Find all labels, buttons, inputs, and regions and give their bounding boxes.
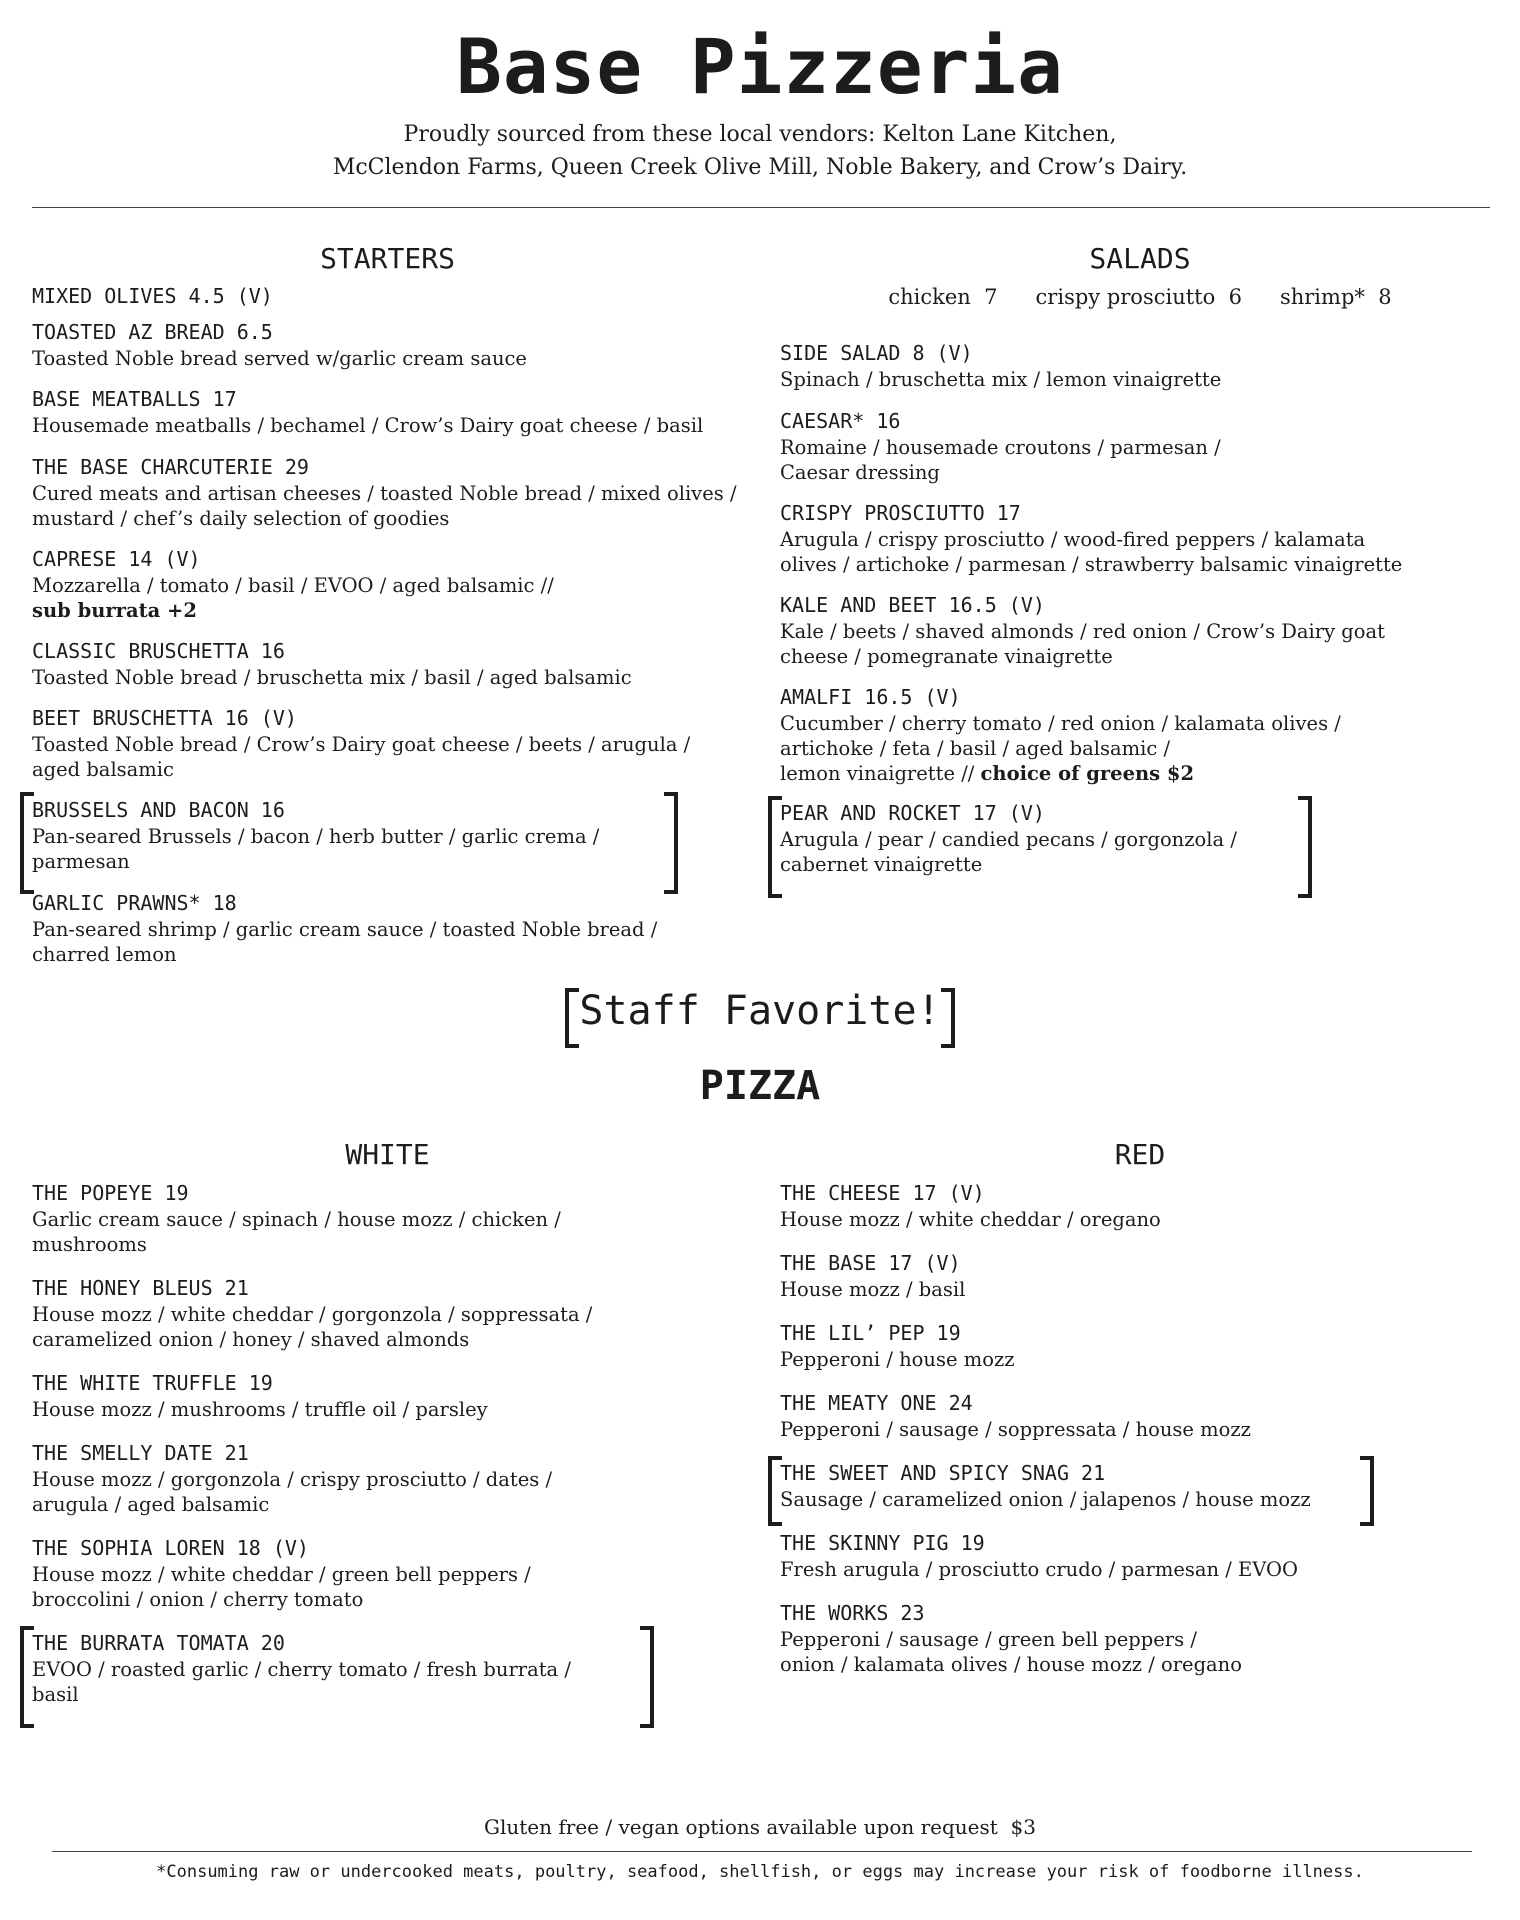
- item-name: TOASTED AZ BREAD 6.5: [32, 320, 273, 344]
- staff-favorite-wrap: [565, 988, 954, 1034]
- footer-divider: [52, 1851, 1472, 1852]
- item-name: THE BASE 17 (V): [780, 1251, 961, 1275]
- item-description-with-upgrade: [780, 761, 1500, 786]
- menu-item: [32, 705, 752, 782]
- item-description: House mozz / white cheddar / green bell peppers /: [32, 1563, 531, 1586]
- item-name: THE CHEESE 17 (V): [780, 1181, 985, 1205]
- menu-item: [32, 638, 752, 690]
- starters-heading: STARTERS: [320, 242, 455, 275]
- item-name: CLASSIC BRUSCHETTA 16: [32, 639, 285, 663]
- item-description: lemon vinaigrette //: [780, 762, 975, 785]
- item-description: onion / kalamata olives / house mozz / oregano: [780, 1653, 1242, 1676]
- menu-item: [32, 386, 752, 438]
- right-bracket: [941, 988, 955, 1048]
- item-name: CRISPY PROSCIUTTO 17: [780, 501, 1021, 525]
- item-description: caramelized onion / honey / shaved almonds: [32, 1328, 470, 1351]
- right-bracket: [1298, 796, 1312, 898]
- item-upgrade: [32, 598, 752, 623]
- salad-addons: [760, 285, 1520, 309]
- item-description: broccolini / onion / cherry tomato: [32, 1588, 364, 1611]
- menu-item: [780, 1530, 1500, 1582]
- menu-item: [32, 1440, 752, 1517]
- food-safety-disclaimer: *Consuming raw or undercooked meats, poultry, seafood, shellfish, or eggs may increase your risk of foodborne illness.: [156, 1862, 1364, 1882]
- item-description: cheese / pomegranate vinaigrette: [780, 645, 1113, 668]
- item-name: THE SMELLY DATE 21: [32, 1441, 249, 1465]
- menu-item: [32, 546, 752, 623]
- item-upgrade-text: sub burrata +2: [32, 599, 197, 622]
- item-description: mustard / chef’s daily selection of goodies: [32, 507, 450, 530]
- menu-item: [32, 890, 752, 967]
- item-name: THE BURRATA TOMATA 20: [32, 1631, 285, 1655]
- item-description: Toasted Noble bread / Crow’s Dairy goat cheese / beets / arugula /: [32, 733, 691, 756]
- item-name: THE SOPHIA LOREN 18 (V): [32, 1536, 309, 1560]
- item-name: KALE AND BEET 16.5 (V): [780, 593, 1045, 617]
- vendors-line-2: McClendon Farms, Queen Creek Olive Mill, Noble Bakery, and Crow’s Dairy.: [332, 155, 1188, 180]
- item-description: Spinach / bruschetta mix / lemon vinaigrette: [780, 368, 1222, 391]
- menu-item: [32, 283, 752, 310]
- menu-item: [780, 1390, 1500, 1442]
- right-bracket: [1360, 1456, 1374, 1526]
- white-pizza-heading: WHITE: [345, 1138, 430, 1171]
- left-bracket: [768, 796, 782, 898]
- left-bracket: [20, 792, 34, 894]
- menu-item: [780, 592, 1500, 669]
- addon-shrimp: shrimp* 8: [1279, 285, 1392, 309]
- item-description: cabernet vinaigrette: [780, 853, 983, 876]
- menu-item: [780, 1250, 1500, 1302]
- header-divider: [32, 207, 1490, 208]
- red-pizza-heading: RED: [1114, 1138, 1166, 1171]
- item-description: House mozz / white cheddar / oregano: [780, 1208, 1161, 1231]
- restaurant-title: Base Pizzeria: [456, 22, 1064, 111]
- item-description: arugula / aged balsamic: [32, 1493, 270, 1516]
- item-description: Pepperoni / house mozz: [780, 1348, 1015, 1371]
- item-name: CAESAR* 16: [780, 409, 901, 433]
- item-name: GARLIC PRAWNS* 18: [32, 891, 237, 915]
- menu-item: [780, 1600, 1500, 1677]
- item-name: BRUSSELS AND BACON 16: [32, 798, 285, 822]
- menu-item-staff-favorite: [32, 797, 752, 874]
- right-bracket: [664, 792, 678, 894]
- menu-item: [780, 340, 1500, 392]
- item-description: Housemade meatballs / bechamel / Crow’s Dairy goat cheese / basil: [32, 414, 704, 437]
- item-name: THE SKINNY PIG 19: [780, 1531, 985, 1555]
- item-description: Kale / beets / shaved almonds / red onion / Crow’s Dairy goat: [780, 620, 1385, 643]
- item-description: House mozz / basil: [780, 1278, 966, 1301]
- item-description: Arugula / pear / candied pecans / gorgonzola /: [780, 828, 1237, 851]
- vendors-note: [0, 118, 1520, 184]
- menu-item: [780, 1180, 1500, 1232]
- item-name: THE WORKS 23: [780, 1601, 925, 1625]
- left-bracket: [768, 1456, 782, 1526]
- menu-item: [32, 1370, 752, 1422]
- item-name: BASE MEATBALLS 17: [32, 387, 237, 411]
- menu-item: [32, 1180, 752, 1257]
- item-description: House mozz / mushrooms / truffle oil / parsley: [32, 1398, 488, 1421]
- item-name: CAPRESE 14 (V): [32, 547, 201, 571]
- item-name: THE LIL’ PEP 19: [780, 1321, 961, 1345]
- item-description: Pepperoni / sausage / green bell peppers /: [780, 1628, 1197, 1651]
- addon-chicken: chicken 7: [888, 285, 998, 309]
- item-description: EVOO / roasted garlic / cherry tomato / fresh burrata /: [32, 1658, 571, 1681]
- item-description: Fresh arugula / prosciutto crudo / parmesan / EVOO: [780, 1558, 1298, 1581]
- item-description: House mozz / gorgonzola / crispy prosciutto / dates /: [32, 1468, 553, 1491]
- menu-item: [32, 454, 752, 531]
- item-name: AMALFI 16.5 (V): [780, 685, 961, 709]
- item-description: Pan-seared Brussels / bacon / herb butter / garlic crema /: [32, 825, 600, 848]
- menu-item-staff-favorite: [780, 1460, 1500, 1512]
- item-name: THE SWEET AND SPICY SNAG 21: [780, 1461, 1106, 1485]
- item-description: aged balsamic: [32, 758, 174, 781]
- item-description: basil: [32, 1683, 79, 1706]
- item-description: olives / artichoke / parmesan / strawberry balsamic vinaigrette: [780, 553, 1403, 576]
- item-upgrade-text: choice of greens $2: [980, 762, 1195, 785]
- pizza-heading: PIZZA: [699, 1063, 821, 1109]
- item-name: MIXED OLIVES 4.5 (V): [32, 284, 273, 308]
- staff-favorite-legend: [0, 988, 1520, 1034]
- staff-favorite-label: Staff Favorite!: [579, 988, 941, 1034]
- item-description: Pan-seared shrimp / garlic cream sauce / toasted Noble bread /: [32, 918, 658, 941]
- item-name: THE POPEYE 19: [32, 1181, 189, 1205]
- item-description: Caesar dressing: [780, 461, 940, 484]
- item-description: artichoke / feta / basil / aged balsamic /: [780, 737, 1171, 760]
- item-name: THE HONEY BLEUS 21: [32, 1276, 249, 1300]
- vendors-line-1: Proudly sourced from these local vendors: Kelton Lane Kitchen,: [403, 122, 1117, 147]
- item-description: Garlic cream sauce / spinach / house mozz / chicken /: [32, 1208, 561, 1231]
- salads-heading: SALADS: [1089, 242, 1191, 275]
- menu-item: [780, 1320, 1500, 1372]
- menu-item-staff-favorite: [780, 800, 1500, 877]
- item-description: Mozzarella / tomato / basil / EVOO / aged balsamic //: [32, 574, 554, 597]
- item-description: Arugula / crispy prosciutto / wood-fired peppers / kalamata: [780, 528, 1366, 551]
- left-bracket: [565, 988, 579, 1048]
- menu-item: [780, 684, 1500, 786]
- menu-item: [780, 408, 1500, 485]
- item-description: Cured meats and artisan cheeses / toasted Noble bread / mixed olives /: [32, 482, 737, 505]
- item-description: Toasted Noble bread served w/garlic cream sauce: [32, 347, 527, 370]
- item-name: BEET BRUSCHETTA 16 (V): [32, 706, 297, 730]
- item-description: mushrooms: [32, 1233, 147, 1256]
- menu-item: [32, 1535, 752, 1612]
- item-name: SIDE SALAD 8 (V): [780, 341, 973, 365]
- item-description: Sausage / caramelized onion / jalapenos / house mozz: [780, 1488, 1311, 1511]
- item-name: THE WHITE TRUFFLE 19: [32, 1371, 273, 1395]
- item-name: THE MEATY ONE 24: [780, 1391, 973, 1415]
- item-description: Romaine / housemade croutons / parmesan /: [780, 436, 1221, 459]
- menu-item: [780, 500, 1500, 577]
- left-bracket: [20, 1626, 34, 1728]
- item-description: Pepperoni / sausage / soppressata / house mozz: [780, 1418, 1251, 1441]
- right-bracket: [640, 1626, 654, 1728]
- item-name: PEAR AND ROCKET 17 (V): [780, 801, 1045, 825]
- item-description: charred lemon: [32, 943, 177, 966]
- item-description: House mozz / white cheddar / gorgonzola / soppressata /: [32, 1303, 593, 1326]
- menu-item: [32, 319, 752, 371]
- gluten-free-note: Gluten free / vegan options available upon request $3: [484, 1815, 1036, 1839]
- item-description: Toasted Noble bread / bruschetta mix / basil / aged balsamic: [32, 666, 632, 689]
- addon-crispy-prosciutto: crispy prosciutto 6: [1035, 285, 1242, 309]
- item-description: parmesan: [32, 850, 130, 873]
- item-description: Cucumber / cherry tomato / red onion / kalamata olives /: [780, 712, 1341, 735]
- menu-item: [32, 1275, 752, 1352]
- item-name: THE BASE CHARCUTERIE 29: [32, 455, 309, 479]
